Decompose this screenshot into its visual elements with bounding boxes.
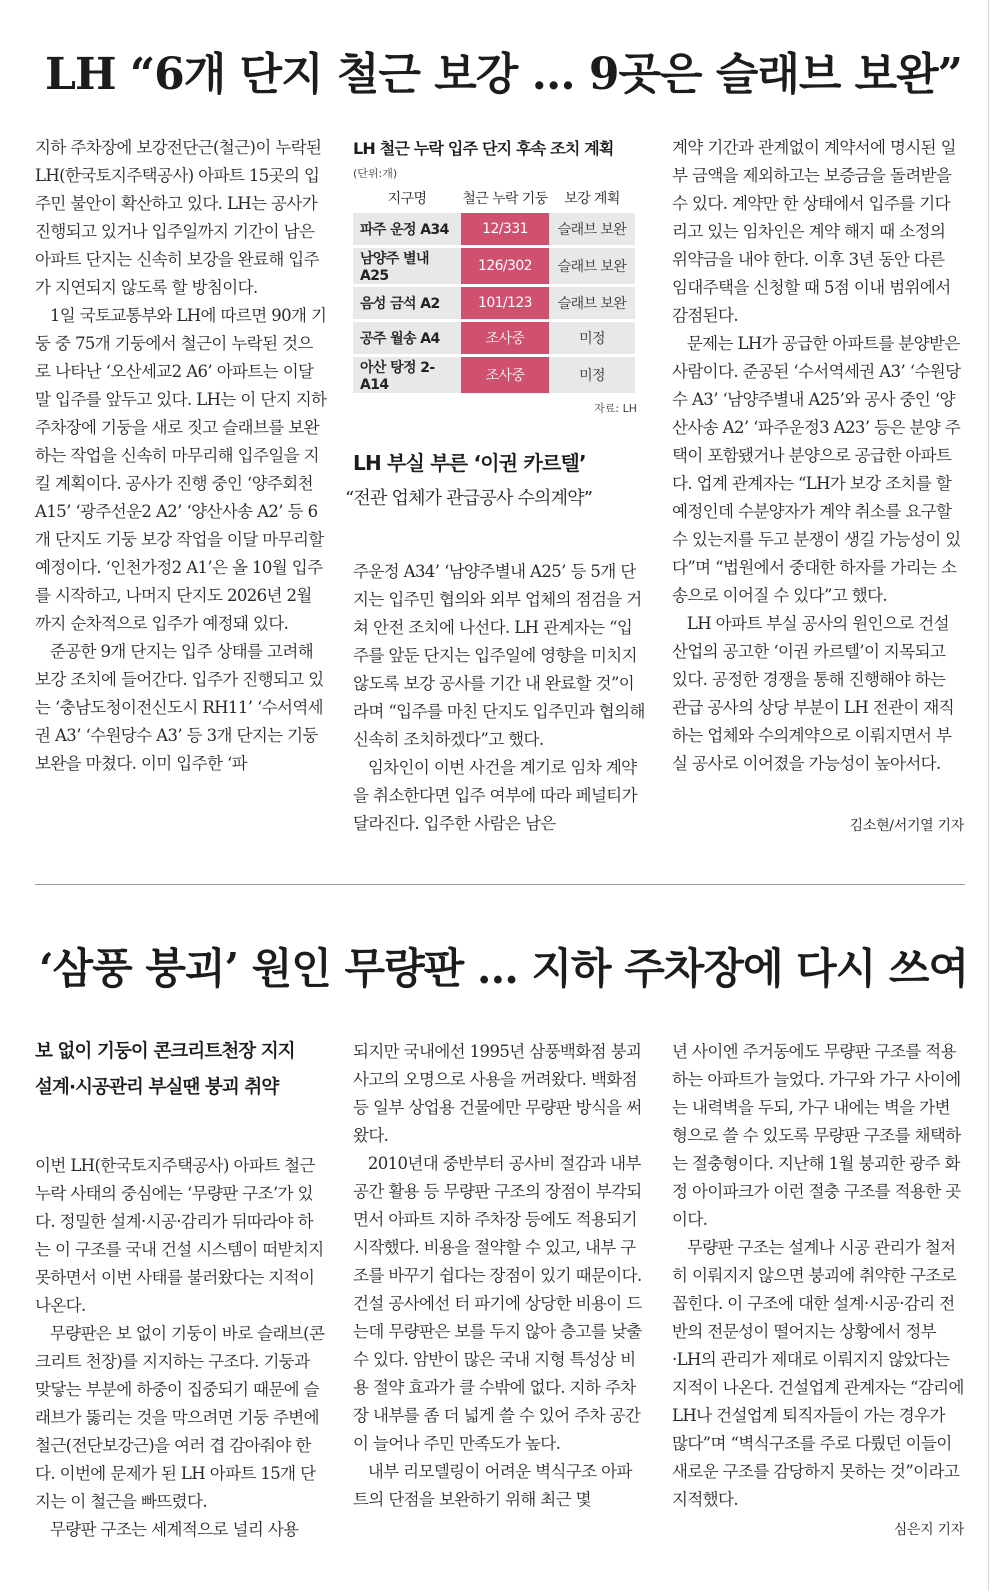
paragraph: 지하 주차장에 보강전단근(철근)이 누락된 LH(한국토지주택공사) 아파트 15곳의 입주민 불안이 확산하고 있다. LH는 공사가 진행되고 있거나 입주일까지 기간이 남은 아파트 단지는 신속히 보강을 완료해 입주가 지연되지 않도록 할 방침이다.	[35, 138, 322, 297]
table-row	[353, 213, 635, 245]
paragraph: 되지만 국내에선 1995년 삼풍백화점 붕괴 사고의 오명으로 사용을 꺼려왔다. 백화점 등 일부 상업용 건물에만 무량판 방식을 써왔다.	[353, 1042, 642, 1145]
side-headline: LH 부실 부른 ‘이권 카르텔’	[353, 451, 586, 475]
table-row	[353, 357, 635, 393]
paragraph: 준공한 9개 단지는 입주 상태를 고려해 보강 조치에 들어간다. 입주가 진행되고 있는 ‘충남도청이전신도시 RH11’ ‘수서역세권 A3’ ‘수원당수 A3’ 등 3개 단지는 기둥 보완을 마쳤다. 이미 입주한 ‘파	[35, 642, 324, 773]
paragraph: 계약 기간과 관계없이 계약서에 명시된 일부 금액을 제외하고는 보증금을 돌려받을 수 있다. 계약만 한 상태에서 입주를 기다리고 있는 임차인은 계약 해지 때 소정의 위약금을 내야 한다. 이후 3년 동안 다른 임대주택을 신청할 때 5점 이내 범위에서 감점된다.	[672, 138, 956, 325]
table-title: LH 철근 누락 입주 단지 후속 조치 계획	[353, 139, 614, 158]
article2-byline: 심은지 기자	[893, 1522, 964, 1538]
article1-headline: LH “6개 단지 철근 보강 … 9곳은 슬래브 보완”	[45, 49, 962, 100]
table-header: 철근 누락 기둥	[462, 191, 548, 207]
paragraph: 년 사이엔 주거동에도 무량판 구조를 적용하는 아파트가 늘었다. 가구와 가구 사이에는 내력벽을 두되, 가구 내에는 벽을 가변형으로 쓸 수 있도록 무량판 구조를 채택하는 절충형이다. 지난해 1월 붕괴한 광주 화정 아이파크가 이런 절충 구조를 적용한 곳이다.	[672, 1042, 961, 1229]
table-row	[353, 248, 635, 284]
article2-column-1	[35, 1152, 327, 1544]
article1-byline: 김소현/서기열 기자	[849, 818, 964, 834]
article2-column-2	[353, 1038, 645, 1514]
table-cell-value: 12/331	[461, 213, 549, 245]
table-cell-plan: 슬래브 보완	[549, 248, 635, 284]
table-source: 자료: LH	[594, 402, 637, 415]
article1-column-2	[353, 558, 645, 838]
table-cell-plan: 미정	[549, 357, 635, 393]
paragraph: 1일 국토교통부와 LH에 따르면 90개 기둥 중 75개 기둥에서 철근이 누락된 것으로 나타난 ‘오산세교2 A6’ 아파트는 이달 말 입주를 앞두고 있다. LH는 이 단지 지하 주차장에 기둥을 새로 짓고 슬래브를 보완하는 작업을 신속히 마무리해 입주일을 지킬 계획이다. 공사가 진행 중인 ‘양주회천 A15’ ‘광주선운2 A2’ ‘양산사송 A2’ 등 6개 단지도 기둥 보강 작업을 이달 마무리할 예정이다. ‘인천가정2 A1’은 올 10월 입주를 시작하고, 나머지 단지도 2026년 2월까지 순차적으로 입주가 예정돼 있다.	[35, 306, 327, 633]
paragraph: 문제는 LH가 공급한 아파트를 분양받은 사람이다. 준공된 ‘수서역세권 A3’ ‘수원당수 A3’ ‘남양주별내 A25’와 공사 중인 ‘양산사송 A2’ ‘파주운정3 A23’ 등은 분양 주택이 포함됐거나 분양으로 공급한 아파트다. 업계 관계자는 “LH가 보강 조치를 할 예정인데 수분양자가 계약 취소를 요구할 수 있는지를 두고 분쟁이 생길 가능성이 있다”며 “법원에서 중대한 하자를 가리는 소송으로 이어질 수 있다”고 했다.	[672, 334, 961, 605]
table-unit: (단위:개)	[353, 167, 398, 180]
paragraph: 2010년대 중반부터 공사비 절감과 내부 공간 활용 등 무량판 구조의 장점이 부각되면서 아파트 지하 주차장 등에도 적용되기 시작했다. 비용을 절약할 수 있고, 내부 구조를 바꾸기 쉽다는 장점이 있기 때문이다. 건설 공사에선 터 파기에 상당한 비용이 드는데 무량판은 보를 두지 않아 층고를 낮출 수 있다. 암반이 많은 국내 지형 특성상 비용 절약 효과가 클 수밖에 없다. 지하 주차장 내부를 좀 더 넓게 쓸 수 있어 주차 공간이 늘어나 주민 만족도가 높다.	[353, 1154, 642, 1453]
article1-column-1	[35, 134, 327, 778]
table-cell-name: 남양주 별내 A25	[353, 248, 461, 284]
table-cell-value: 126/302	[461, 248, 549, 284]
table-row	[353, 287, 635, 319]
paragraph: 임차인이 이번 사건을 계기로 임차 계약을 취소한다면 입주 여부에 따라 페널티가 달라진다. 입주한 사람은 남은	[353, 758, 637, 833]
paragraph: 무량판 구조는 세계적으로 널리 사용	[49, 1520, 299, 1539]
subheadline-line: 설계·시공관리 부실땐 붕괴 취약	[35, 1077, 279, 1098]
table-cell-name: 음성 금석 A2	[353, 287, 461, 319]
table-cell-value: 조사중	[461, 357, 549, 393]
section-divider	[35, 884, 965, 885]
article2-headline: ‘삼풍 붕괴’ 원인 무량판 … 지하 주차장에 다시 쓰여	[38, 944, 969, 993]
table-row	[353, 322, 635, 354]
follow-up-plan-table	[353, 183, 635, 396]
side-subheadline: “전관 업체가 관급공사 수의계약”	[345, 488, 593, 509]
table-cell-name: 공주 월송 A4	[353, 322, 461, 354]
table-header: 지구명	[387, 191, 427, 207]
table-cell-value: 조사중	[461, 322, 549, 354]
paragraph: 주운정 A34’ ‘남양주별내 A25’ 등 5개 단지는 입주민 협의와 외부 업체의 점검을 거쳐 안전 조치에 나선다. LH 관계자는 “입주를 앞둔 단지는 입주일에 영향을 미치지 않도록 보강 공사를 기간 내 완료할 것”이라며 “입주를 마친 단지도 입주민과 협의해 신속히 조치하겠다”고 했다.	[353, 562, 645, 749]
page-edge	[988, 0, 989, 1590]
article1-column-3	[672, 134, 964, 778]
paragraph: 무량판 구조는 설계나 시공 관리가 철저히 이뤄지지 않으면 붕괴에 취약한 구조로 꼽힌다. 이 구조에 대한 설계·시공·감리 전반의 전문성이 떨어지는 상황에서 정부·LH의 관리가 제대로 이뤄지지 않았다는 지적이 나온다. 건설업계 관계자는 “감리에 LH나 건설업계 퇴직자들이 가는 경우가 많다”며 “벽식구조를 주로 다뤘던 이들이 새로운 구조를 감당하지 못하는 것”이라고 지적했다.	[672, 1238, 964, 1509]
table-cell-value: 101/123	[461, 287, 549, 319]
table-header: 보강 계획	[564, 191, 620, 207]
paragraph: 내부 리모델링이 어려운 벽식구조 아파트의 단점을 보완하기 위해 최근 몇	[353, 1462, 632, 1509]
subheadline-line: 보 없이 기둥이 콘크리트천장 지지	[35, 1041, 295, 1062]
table-cell-name: 아산 탕정 2-A14	[353, 357, 461, 393]
data-table-box	[353, 136, 645, 416]
article2-subheadline	[35, 1034, 345, 1106]
paragraph: 이번 LH(한국토지주택공사) 아파트 철근 누락 사태의 중심에는 ‘무량판 구조’가 있다. 정밀한 설계·시공·감리가 뒤따라야 하는 이 구조를 국내 건설 시스템이 떠받치지 못하면서 이번 사태를 불러왔다는 지적이 나온다.	[35, 1156, 324, 1315]
table-cell-plan: 미정	[549, 322, 635, 354]
article2-column-3	[672, 1038, 964, 1514]
paragraph: LH 아파트 부실 공사의 원인으로 건설산업의 공고한 ‘이권 카르텔’이 지목되고 있다. 공정한 경쟁을 통해 진행해야 하는 관급 공사의 상당 부분이 LH 전관이 재직하는 업체와 수의계약으로 이뤄지면서 부실 공사로 이어졌을 가능성이 높아서다.	[672, 614, 955, 773]
table-cell-plan: 슬래브 보완	[549, 213, 635, 245]
table-cell-name: 파주 운정 A34	[353, 213, 461, 245]
paragraph: 무량판은 보 없이 기둥이 바로 슬래브(콘크리트 천장)를 지지하는 구조다. 기둥과 맞닿는 부분에 하중이 집중되기 때문에 슬래브가 뚫리는 것을 막으려면 기둥 주변에 철근(전단보강근)을 여러 겹 감아줘야 한다. 이번에 문제가 된 LH 아파트 15개 단지는 이 철근을 빠뜨렸다.	[35, 1324, 325, 1511]
table-cell-plan: 슬래브 보완	[549, 287, 635, 319]
